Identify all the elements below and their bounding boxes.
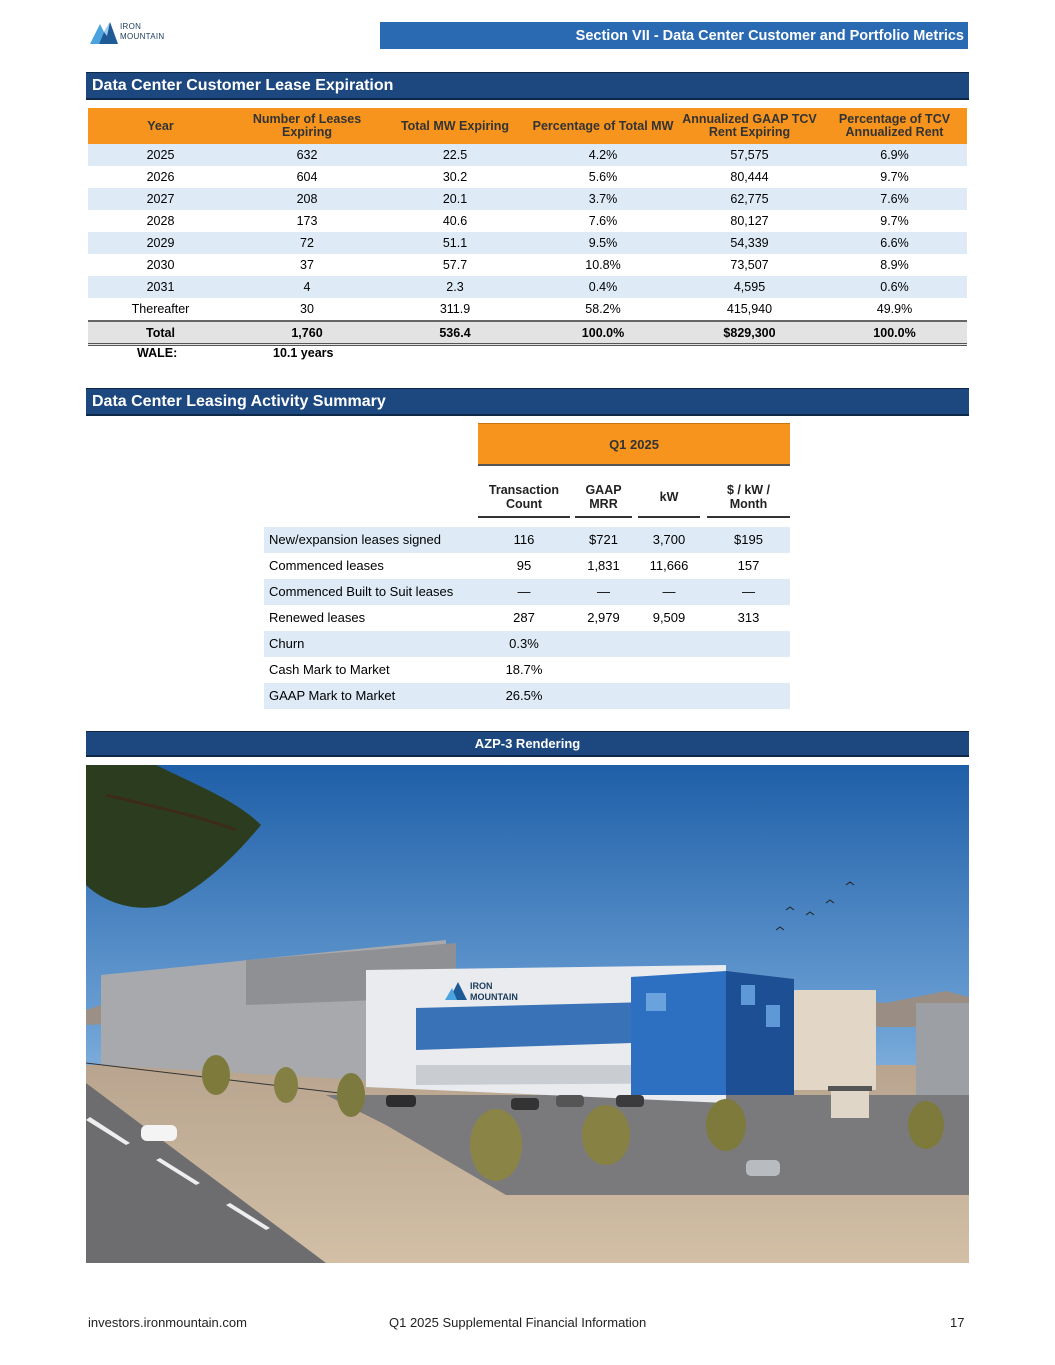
footer-page-number: 17	[950, 1315, 965, 1330]
column-header: Percentage of Total MW	[529, 108, 677, 144]
table-row	[88, 232, 967, 254]
activity-value: 313	[737, 610, 760, 625]
table-cell: 4.2%	[529, 144, 677, 166]
wale-value: 10.1 years	[273, 346, 334, 360]
total-cell: 100.0%	[529, 321, 677, 345]
table-cell: 8.9%	[880, 258, 909, 272]
column-header-gaap-mrr: GAAP MRR	[575, 478, 632, 518]
activity-value	[638, 631, 700, 657]
table-cell: 208	[233, 188, 381, 210]
column-header-per-kw-month: $ / kW / Month	[707, 478, 790, 518]
column-header: Number of Leases Expiring	[233, 108, 381, 144]
table-row	[88, 188, 967, 210]
table-cell: 6.9%	[822, 144, 967, 166]
activity-value: —	[517, 584, 531, 599]
table-cell: 7.6%	[588, 214, 618, 228]
table-row	[88, 144, 967, 166]
activity-value	[575, 683, 632, 709]
lease-expiration-title: Data Center Customer Lease Expiration	[86, 72, 969, 100]
activity-label: Renewed leases	[269, 610, 366, 625]
activity-value: 287	[513, 610, 535, 625]
total-cell: 100.0%	[822, 321, 967, 345]
activity-label: New/expansion leases signed	[269, 532, 441, 547]
activity-value: 2,979	[587, 610, 620, 625]
table-row	[88, 210, 967, 232]
activity-row	[264, 605, 790, 631]
rendering-title: AZP-3 Rendering	[86, 731, 969, 757]
activity-row	[264, 579, 790, 605]
activity-value	[707, 683, 790, 709]
column-header: Annualized GAAP TCV Rent Expiring	[677, 108, 822, 144]
table-cell: 58.2%	[585, 302, 621, 316]
table-cell: 7.6%	[822, 188, 967, 210]
column-header: Percentage of TCV Annualized Rent	[822, 108, 967, 144]
table-cell: 4,595	[677, 276, 822, 298]
activity-row	[264, 683, 790, 709]
table-cell: 51.1	[381, 232, 529, 254]
activity-value	[575, 657, 632, 683]
table-cell: 2025	[88, 144, 233, 166]
table-cell: 30	[300, 302, 314, 316]
table-cell: 2.3	[381, 276, 529, 298]
period-header: Q1 2025	[478, 423, 790, 466]
activity-row	[264, 657, 790, 683]
activity-value: 157	[737, 558, 760, 573]
table-cell: 2027	[88, 188, 233, 210]
table-cell: 10.8%	[585, 258, 621, 272]
table-row	[88, 254, 967, 276]
activity-value: 1,831	[587, 558, 620, 573]
table-cell: 4	[233, 276, 381, 298]
lease-expiration-table	[88, 108, 967, 346]
logo-line-1: IRON	[120, 22, 142, 31]
activity-label: Commenced Built to Suit leases	[269, 584, 454, 599]
table-cell: 5.6%	[588, 170, 618, 184]
table-cell: 49.9%	[876, 302, 913, 316]
activity-value: 116	[513, 532, 535, 547]
activity-value	[638, 683, 700, 709]
activity-value: 26.5%	[505, 688, 543, 703]
wale-label: WALE:	[137, 346, 178, 360]
logo-wordmark	[120, 22, 164, 42]
activity-value: —	[742, 584, 755, 599]
table-cell: 80,444	[730, 170, 769, 184]
total-cell: $829,300	[677, 321, 822, 345]
table-cell: 2026	[146, 170, 175, 184]
table-cell: 0.6%	[822, 276, 967, 298]
logo-line-2: MOUNTAIN	[120, 32, 165, 41]
table-cell: 604	[296, 170, 318, 184]
column-header: Year	[88, 108, 233, 144]
activity-row	[264, 553, 790, 579]
table-cell: 57.7	[442, 258, 468, 272]
footer-doc-title: Q1 2025 Supplemental Financial Information	[389, 1315, 647, 1330]
table-cell: 22.5	[381, 144, 529, 166]
table-cell: 20.1	[381, 188, 529, 210]
activity-row	[264, 631, 790, 657]
activity-label: Churn	[269, 636, 305, 651]
table-cell: 6.6%	[822, 232, 967, 254]
activity-value: $195	[734, 532, 763, 547]
footer-website: investors.ironmountain.com	[88, 1315, 247, 1330]
activity-value: 18.7%	[505, 662, 543, 677]
activity-value: $721	[589, 532, 618, 547]
activity-value: —	[597, 584, 610, 599]
activity-value: 9,509	[652, 610, 686, 625]
data-center-rendering-image	[86, 765, 969, 1263]
column-header: Total MW Expiring	[381, 108, 529, 144]
table-cell: 80,127	[730, 214, 769, 228]
building-sign-line-1: IRON	[470, 981, 493, 991]
table-cell: 30.2	[442, 170, 468, 184]
table-cell: 62,775	[677, 188, 822, 210]
table-cell: Thereafter	[131, 302, 190, 316]
column-header-transaction-count: Transaction Count	[478, 478, 570, 518]
table-row	[88, 298, 967, 321]
activity-value	[707, 631, 790, 657]
activity-row	[264, 527, 790, 553]
table-row	[88, 276, 967, 298]
table-cell: 37	[300, 258, 314, 272]
mountain-logo-icon	[90, 22, 118, 44]
table-cell: 2030	[146, 258, 175, 272]
table-cell: 0.4%	[529, 276, 677, 298]
table-cell: 2028	[146, 214, 175, 228]
activity-value: 95	[516, 558, 532, 573]
activity-value	[638, 657, 700, 683]
table-cell: 311.9	[439, 302, 471, 316]
leasing-activity-title: Data Center Leasing Activity Summary	[86, 388, 969, 416]
table-cell: 2029	[88, 232, 233, 254]
table-cell: 173	[296, 214, 318, 228]
activity-value: 3,700	[652, 532, 686, 547]
table-row	[88, 166, 967, 188]
total-cell: 536.4	[381, 321, 529, 345]
section-title-banner: Section VII - Data Center Customer and Portfolio Metrics	[380, 22, 968, 49]
activity-value	[575, 631, 632, 657]
activity-label: Cash Mark to Market	[269, 662, 390, 677]
total-cell: 1,760	[233, 321, 381, 345]
activity-value: 11,666	[649, 558, 689, 573]
table-cell: 57,575	[677, 144, 822, 166]
table-cell: 9.5%	[529, 232, 677, 254]
total-cell: Total	[88, 321, 233, 345]
activity-label: GAAP Mark to Market	[269, 688, 396, 703]
total-row	[88, 321, 967, 345]
building-sign-line-2: MOUNTAIN	[470, 992, 518, 1002]
activity-value: 0.3%	[509, 636, 539, 651]
activity-label: Commenced leases	[269, 558, 384, 573]
table-cell: 54,339	[677, 232, 822, 254]
activity-value: —	[662, 584, 676, 599]
table-cell: 72	[233, 232, 381, 254]
lease-table-header	[88, 108, 967, 144]
table-cell: 40.6	[442, 214, 468, 228]
activity-value	[707, 657, 790, 683]
table-cell: 632	[233, 144, 381, 166]
table-cell: 9.7%	[880, 214, 909, 228]
table-cell: 3.7%	[529, 188, 677, 210]
table-cell: 73,507	[730, 258, 769, 272]
table-cell: 9.7%	[880, 170, 909, 184]
table-cell: 2031	[88, 276, 233, 298]
column-header-kw: kW	[638, 478, 700, 518]
table-cell: 415,940	[726, 302, 773, 316]
